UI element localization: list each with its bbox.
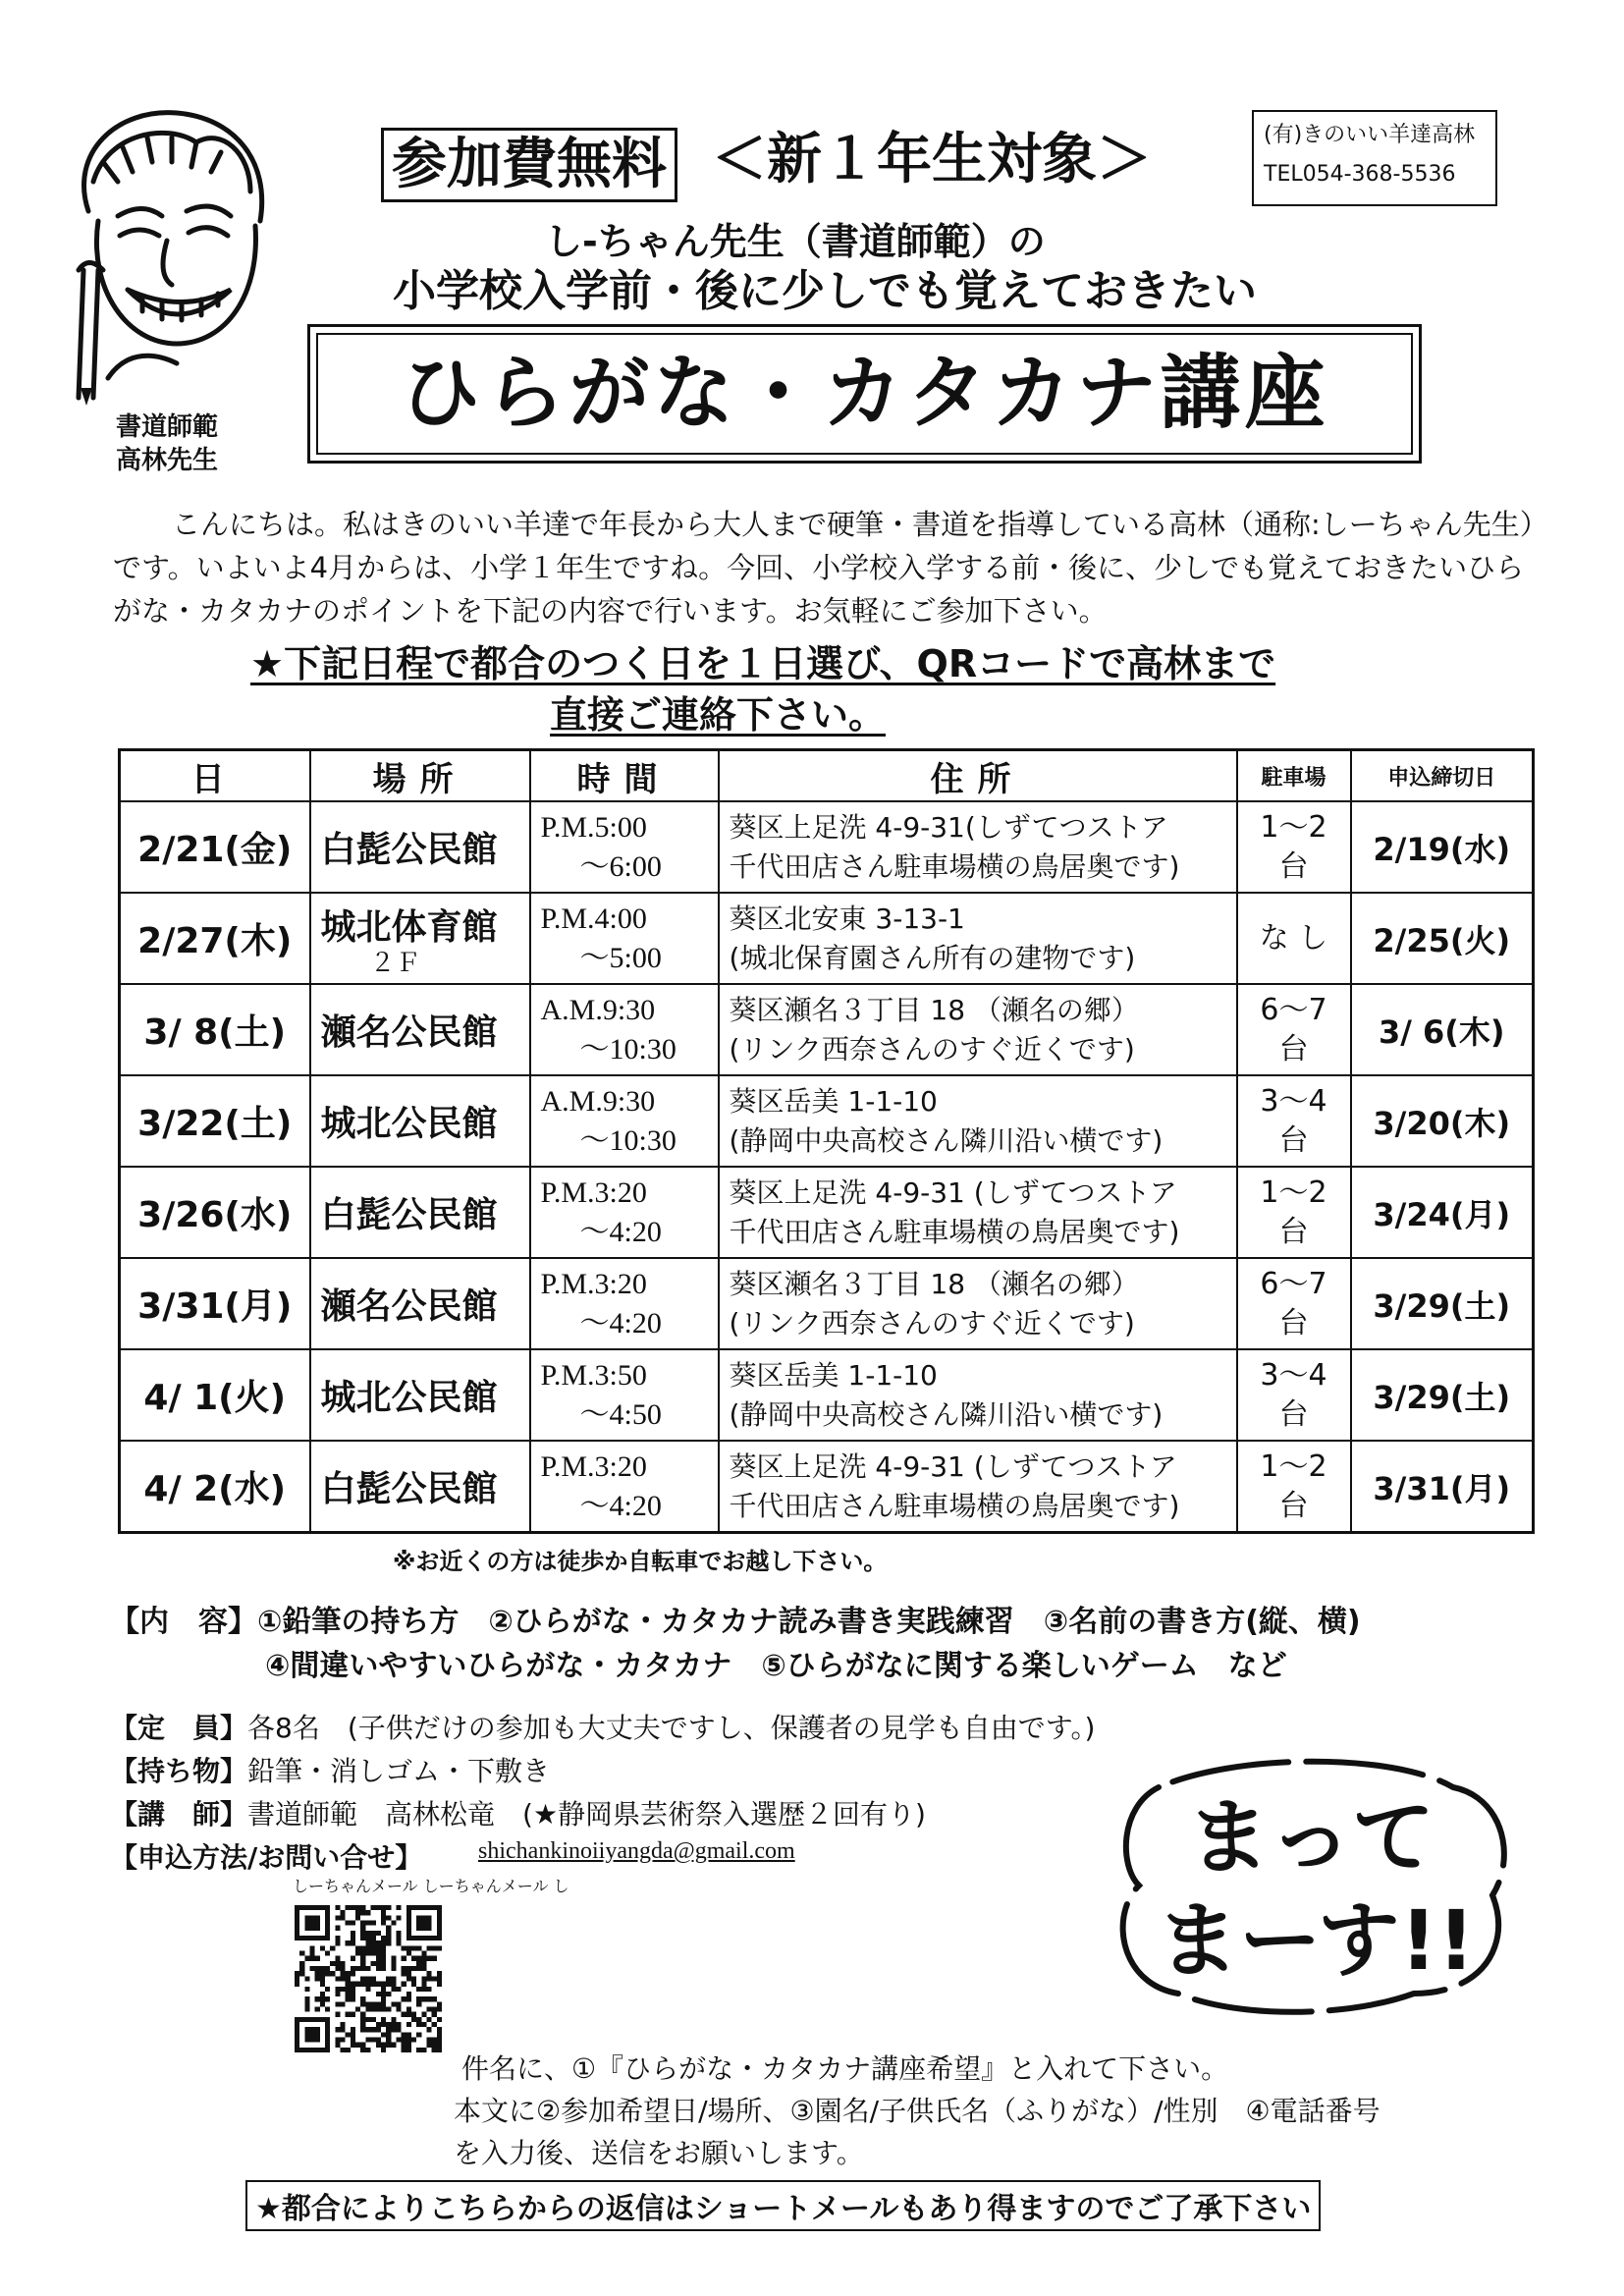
items-text: 鉛筆・消しゴム・下敷き (247, 1755, 551, 1787)
row-address (719, 984, 1237, 1075)
free-admission-badge: 参加費無料 (381, 128, 677, 202)
row-address-line-1: 葵区北安東 3-13-1 (729, 902, 965, 935)
row-parking (1237, 1258, 1351, 1349)
row-place (310, 1349, 530, 1441)
row-date: 4/ 1(火) (120, 1349, 310, 1441)
row-time (530, 1349, 719, 1441)
row-parking-count: 3～4 (1260, 1083, 1327, 1119)
row-address (719, 1441, 1237, 1533)
row-parking (1237, 893, 1351, 984)
mail-send-instruction: を入力後、送信をお願いします。 (454, 2137, 864, 2169)
title-frame (307, 324, 1422, 464)
row-place-name: 城北体育館 (320, 907, 498, 948)
row-time-start: A.M.9:30 (540, 993, 656, 1026)
table-row (120, 984, 1534, 1075)
row-time-end: ～4:20 (579, 1306, 662, 1339)
row-time (530, 1441, 719, 1533)
row-parking (1237, 984, 1351, 1075)
header-deadline: 申込締切日 (1351, 750, 1534, 802)
row-parking-count: 1～2 (1260, 1449, 1327, 1484)
row-place-name: 白髭公民館 (320, 1195, 498, 1235)
table-row (120, 1349, 1534, 1441)
row-address-line-1: 葵区上足洗 4-9-31 (しずてつストア (729, 1175, 1177, 1209)
capacity-label: 【定 員】 (110, 1712, 248, 1744)
portrait-caption-name: 高林先生 (115, 446, 218, 475)
header-parking: 駐車場 (1237, 750, 1351, 802)
row-time (530, 1167, 719, 1258)
row-place (310, 1167, 530, 1258)
row-time-start: P.M.5:00 (540, 810, 647, 844)
row-date: 3/26(水) (120, 1167, 310, 1258)
teacher-info (110, 1793, 926, 1836)
row-address-line-2: 千代田店さん駐車場横の鳥居奥です) (729, 1489, 1180, 1522)
row-parking-unit: 台 (1278, 1396, 1309, 1432)
teacher-label: 【講 師】 (110, 1798, 248, 1831)
table-row (120, 1441, 1534, 1533)
row-place (310, 801, 530, 893)
row-deadline: 2/25(火) (1351, 893, 1534, 984)
subtitle-purpose: 小学校入学前・後に少しでも覚えておきたい (393, 266, 1257, 316)
row-address-line-2: 千代田店さん駐車場横の鳥居奥です) (729, 849, 1180, 883)
row-address-line-1: 葵区上足洗 4-9-31 (しずてつストア (729, 1449, 1177, 1483)
row-address-line-1: 葵区上足洗 4-9-31(しずてつストア (729, 810, 1168, 844)
row-address-line-2: (城北保育園さん所有の建物です) (729, 941, 1136, 974)
row-time-end: ～4:20 (579, 1489, 662, 1522)
row-address (719, 1075, 1237, 1167)
row-time-end: ～10:30 (579, 1123, 677, 1157)
row-place (310, 984, 530, 1075)
row-place-floor: ２Ｆ (369, 949, 421, 978)
row-time-end: ～6:00 (579, 849, 662, 883)
row-place-name: 城北公民館 (320, 1378, 498, 1418)
row-address (719, 1258, 1237, 1349)
company-name: (有)きのいい羊達高林 (1264, 123, 1476, 147)
row-address (719, 893, 1237, 984)
row-date: 3/31(月) (120, 1258, 310, 1349)
target-audience: ＜新１年生対象＞ (712, 128, 1152, 191)
row-parking-count: 6～7 (1260, 1266, 1327, 1301)
content-line-1: 【内 容】①鉛筆の持ち方 ②ひらがな・カタカナ読み書き実践練習 ③名前の書き方(縦、横) (110, 1605, 1361, 1639)
row-parking (1237, 801, 1351, 893)
row-deadline: 3/24(月) (1351, 1167, 1534, 1258)
table-row (120, 1167, 1534, 1258)
row-date: 3/ 8(土) (120, 984, 310, 1075)
row-parking (1237, 1167, 1351, 1258)
qr-caption: しーちゃんメール しーちゃんメール し (293, 1877, 569, 1895)
table-header-row (120, 750, 1534, 802)
items-info (110, 1750, 550, 1793)
row-deadline: 3/ 6(木) (1351, 984, 1534, 1075)
subtitle-teacher: し-ちゃん先生（書道師範）の (545, 220, 1046, 263)
row-parking-count: 1～2 (1260, 809, 1327, 845)
row-parking-unit: 台 (1278, 1305, 1309, 1340)
row-address-line-1: 葵区岳美 1-1-10 (729, 1084, 938, 1118)
row-deadline: 3/29(土) (1351, 1349, 1534, 1441)
row-time (530, 984, 719, 1075)
row-time-start: P.M.3:20 (540, 1267, 647, 1300)
row-time-end: ～4:50 (579, 1397, 662, 1431)
schedule-table (118, 748, 1535, 1534)
header-address: 住所 (719, 750, 1237, 802)
header-time: 時間 (530, 750, 719, 802)
qr-code[interactable] (295, 1905, 442, 2052)
row-place-name: 城北公民館 (320, 1104, 498, 1144)
row-address-line-2: (リンク西奈さんのすぐ近くです) (729, 1032, 1135, 1066)
row-place-name: 白髭公民館 (320, 1469, 498, 1509)
row-address (719, 801, 1237, 893)
row-date: 3/22(土) (120, 1075, 310, 1167)
instruction-line-2: 直接ご連絡下さい。 (550, 693, 887, 737)
row-date: 4/ 2(水) (120, 1441, 310, 1533)
row-address-line-1: 葵区瀬名３丁目 18 （瀬名の郷） (729, 993, 1139, 1026)
table-row (120, 1075, 1534, 1167)
row-time-start: P.M.3:50 (540, 1358, 647, 1392)
intro-paragraph: こんにちは。私はきのいい羊達で年長から大人まで硬筆・書道を指導している高林（通称:しーちゃん先生）です。いよいよ4月からは、小学１年生ですね。今回、小学校入学する前・後に、少しでも覚えておきたいひらがな・カタカナのポイントを下記の内容で行います。お気軽にご参加下さい。 (113, 508, 1535, 628)
row-address-line-1: 葵区瀬名３丁目 18 （瀬名の郷） (729, 1267, 1139, 1300)
teacher-text: 書道師範 高林松竜 (★静岡県芸術祭入選歴２回有り) (247, 1798, 926, 1831)
content-line-2: ④間違いやすいひらがな・カタカナ ⑤ひらがなに関する楽しいゲーム など (265, 1649, 1287, 1683)
company-tel: TEL054-368-5536 (1264, 162, 1456, 187)
row-place (310, 893, 530, 984)
row-time (530, 801, 719, 893)
transport-note: ※お近くの方は徒歩か自転車でお越し下さい。 (393, 1548, 888, 1575)
row-deadline: 3/20(木) (1351, 1075, 1534, 1167)
waiting-bubble (1100, 1748, 1522, 2033)
row-place-name: 白髭公民館 (320, 830, 498, 870)
row-time-start: P.M.4:00 (540, 902, 647, 935)
table-row (120, 1258, 1534, 1349)
row-time (530, 1258, 719, 1349)
row-address (719, 1167, 1237, 1258)
apply-label: 【申込方法/お問い合せ】 (110, 1841, 423, 1874)
portrait-caption-title: 書道師範 (115, 412, 218, 442)
row-time-start: P.M.3:20 (540, 1449, 647, 1483)
row-time-end: ～10:30 (579, 1032, 677, 1066)
row-deadline: 3/31(月) (1351, 1441, 1534, 1533)
instruction-line-1: ★下記日程で都合のつく日を１日選び、QRコードで高林まで (250, 642, 1276, 685)
row-parking-count: 1～2 (1260, 1175, 1327, 1210)
row-address-line-2: (静岡中央高校さん隣川沿い横です) (729, 1397, 1164, 1431)
row-parking (1237, 1075, 1351, 1167)
mail-body-instruction: 本文に②参加希望日/場所、③園名/子供氏名（ふりがな）/性別 ④電話番号 (454, 2095, 1380, 2127)
capacity-text: 各8名 (子供だけの参加も大丈夫ですし、保護者の見学も自由です。) (247, 1712, 1096, 1744)
row-place (310, 1441, 530, 1533)
row-time (530, 1075, 719, 1167)
row-date: 2/27(木) (120, 893, 310, 984)
row-place (310, 1075, 530, 1167)
row-address-line-2: (静岡中央高校さん隣川沿い横です) (729, 1123, 1164, 1157)
header-place: 場所 (310, 750, 530, 802)
row-time-start: P.M.3:20 (540, 1175, 647, 1209)
row-place-name: 瀬名公民館 (320, 1286, 498, 1327)
row-time-start: A.M.9:30 (540, 1084, 656, 1118)
reply-notice: ★都合によりこちらからの返信はショートメールもあり得ますのでご了承下さい (245, 2180, 1321, 2231)
row-deadline: 2/19(水) (1351, 801, 1534, 893)
row-parking (1237, 1441, 1351, 1533)
row-deadline: 3/29(土) (1351, 1258, 1534, 1349)
row-parking-unit: 台 (1278, 1031, 1309, 1066)
row-parking-count: な し (1259, 920, 1328, 956)
row-time-end: ～5:00 (579, 941, 662, 974)
row-parking-unit: 台 (1278, 1122, 1309, 1158)
row-time-end: ～4:20 (579, 1215, 662, 1248)
row-place-name: 瀬名公民館 (320, 1012, 498, 1053)
row-parking-unit: 台 (1278, 1214, 1309, 1249)
bubble-line-1: まって (1186, 1789, 1435, 1886)
row-address (719, 1349, 1237, 1441)
row-parking-unit: 台 (1278, 1488, 1309, 1523)
table-row (120, 801, 1534, 893)
capacity-info (110, 1707, 1095, 1750)
items-label: 【持ち物】 (110, 1755, 248, 1787)
bubble-line-2: まーす!! (1156, 1892, 1476, 1989)
row-address-line-2: 千代田店さん駐車場横の鳥居奥です) (729, 1215, 1180, 1248)
row-address-line-1: 葵区岳美 1-1-10 (729, 1358, 938, 1392)
row-parking (1237, 1349, 1351, 1441)
contact-email-link[interactable]: shichankinoiiyangda@gmail.com (478, 1838, 795, 1864)
table-row (120, 893, 1534, 984)
row-parking-unit: 台 (1278, 848, 1309, 884)
row-parking-count: 6～7 (1260, 992, 1327, 1027)
company-box (1252, 110, 1497, 206)
mail-subject-instruction: 件名に、①『ひらがな・カタカナ講座希望』と入れて下さい。 (461, 2052, 1229, 2085)
row-time (530, 893, 719, 984)
page-title: ひらがな・カタカナ講座 (316, 333, 1413, 455)
header-date: 日 (120, 750, 310, 802)
row-date: 2/21(金) (120, 801, 310, 893)
row-place (310, 1258, 530, 1349)
teacher-caricature (49, 93, 285, 408)
row-parking-count: 3～4 (1260, 1357, 1327, 1393)
row-address-line-2: (リンク西奈さんのすぐ近くです) (729, 1306, 1135, 1339)
